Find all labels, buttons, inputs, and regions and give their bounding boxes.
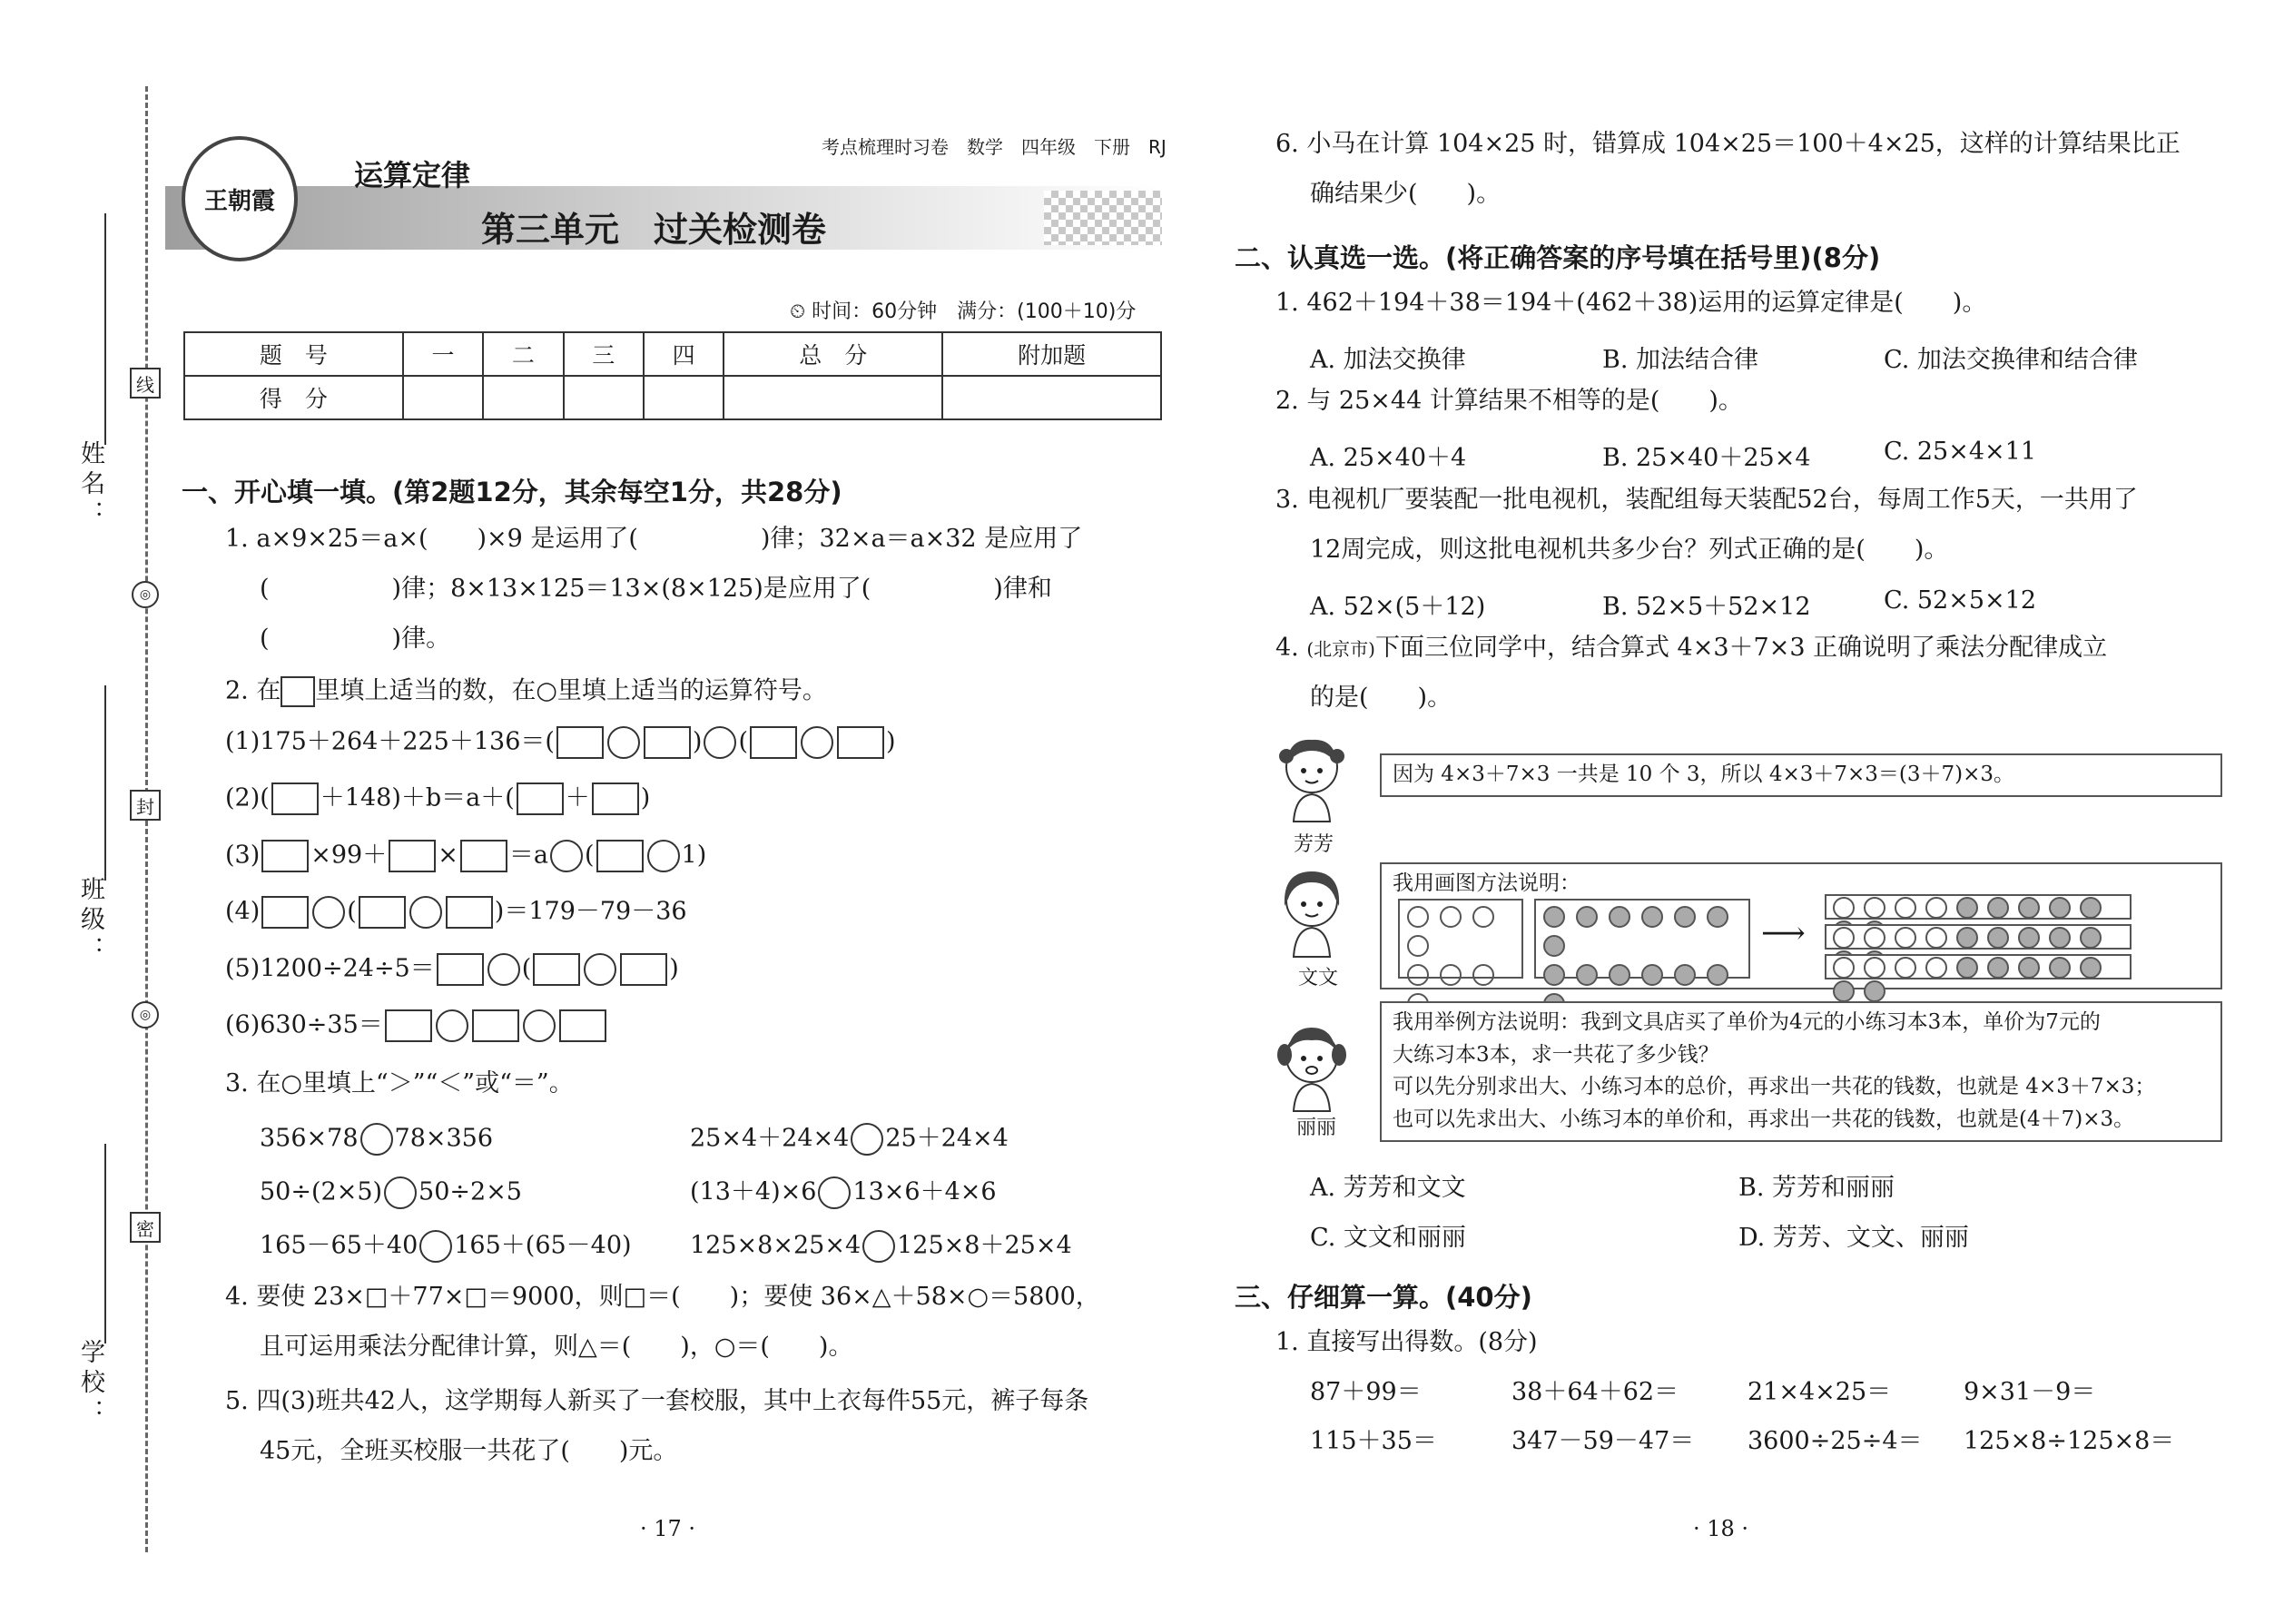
calc-item: 21×4×25＝ [1748, 1378, 1892, 1406]
q6-line-1: 6. 小马在计算 104×25 时，错算成 104×25＝100＋4×25，这样的计算结果比正 [1275, 130, 2181, 158]
answer-box[interactable] [271, 782, 319, 815]
q4-line-2: 且可运用乘法分配律计算，则△＝( )，○＝( )。 [260, 1333, 853, 1361]
s4-option-c[interactable]: C. 文文和丽丽 [1310, 1224, 1466, 1252]
s3-option-a[interactable]: A. 52×(5＋12) [1310, 593, 1486, 621]
q2-5-text: (5)1200÷24÷5＝ [225, 954, 435, 983]
score-table-row [184, 332, 1161, 376]
dot-grid-hollow [1398, 899, 1523, 979]
score-table-cell: 四 [644, 332, 724, 376]
score-table-cell: 附加题 [942, 332, 1161, 376]
q1-line-3: ( )律。 [260, 625, 451, 653]
lili-speech-line: 也可以先求出大、小练习本的单价和，再求出一共花的钱数，也就是(4＋7)×3。 [1393, 1107, 2135, 1131]
answer-box[interactable] [261, 840, 309, 872]
answer-circle[interactable] [487, 953, 520, 986]
compare-3: 50÷(2×5) 50÷2×5 [260, 1176, 522, 1209]
calc-item: 125×8÷125×8＝ [1964, 1427, 2175, 1455]
lili-girl-icon [1275, 1017, 1348, 1112]
calc-item: 115＋35＝ [1310, 1427, 1437, 1455]
school-write-line [104, 1144, 106, 1343]
compare-6: 125×8×25×4 125×8＋25×4 [690, 1230, 1072, 1263]
page-number-right: · 18 · [1693, 1516, 1749, 1541]
class-write-line [104, 685, 106, 881]
dot-row-3 [1825, 954, 2132, 979]
lili-speech [1380, 1001, 2222, 1142]
s1-option-a[interactable]: A. 加法交换律 [1310, 346, 1466, 374]
section-3-heading: 三、仔细算一算。(40分) [1235, 1282, 1532, 1313]
s3-option-c[interactable]: C. 52×5×12 [1884, 586, 2036, 615]
q5-line-1: 5. 四(3)班共42人，这学期每人新买了一套校服，其中上衣每件55元，裤子每条 [225, 1387, 1089, 1415]
time-score-info [790, 296, 1136, 324]
calc-item: 38＋64＋62＝ [1511, 1378, 1679, 1406]
arrow-right-icon: ⟶ [1761, 915, 1806, 951]
calc-item: 3600÷25÷4＝ [1748, 1427, 1923, 1455]
q2-instruction [225, 676, 827, 707]
q4-line-1: 4. 要使 23×□＋77×□＝9000，则□＝( )；要使 36×△＋58×○＝5800， [225, 1283, 1100, 1311]
lili-speech-line: 可以先分别求出大、小练习本的总价，再求出一共花的钱数，也就是 4×3＋7×3； [1393, 1075, 2156, 1099]
section-2-heading: 二、认真选一选。(将正确答案的序号填在括号里)(8分) [1235, 242, 1881, 273]
score-table-row [184, 376, 1161, 419]
q2-4-text: ＝179－79－36 [504, 897, 687, 926]
answer-box[interactable] [556, 726, 604, 759]
compare-2: 25×4＋24×4 25＋24×4 [690, 1123, 1009, 1156]
q2-3-text: (3) [225, 841, 261, 870]
topic-label: 运算定律 [354, 158, 471, 192]
s3-option-b[interactable]: B. 52×5＋52×12 [1602, 593, 1811, 621]
q2-2-text: ＋ [565, 783, 590, 812]
calc-item: 87＋99＝ [1310, 1378, 1422, 1406]
s1-question: 1. 462＋194＋38＝194＋(462＋38)运用的运算定律是( )。 [1275, 289, 1987, 317]
seal-feng: 封 [130, 790, 161, 821]
score-table [183, 331, 1162, 420]
answer-box[interactable] [596, 840, 644, 872]
score-table-cell[interactable] [403, 376, 483, 419]
banner-checker-pattern [1044, 191, 1162, 245]
score-table-cell[interactable] [724, 376, 942, 419]
score-table-cell[interactable] [644, 376, 724, 419]
answer-box[interactable] [437, 953, 484, 986]
q2-3-text: ×99＋ [310, 841, 388, 870]
t1-question: 1. 直接写出得数。(8分) [1275, 1328, 1538, 1356]
answer-box[interactable] [472, 1009, 519, 1042]
s1-option-c[interactable]: C. 加法交换律和结合律 [1884, 346, 2138, 374]
school-label: 学校： [76, 1339, 104, 1429]
score-table-cell: 题 号 [184, 332, 403, 376]
s2-option-c[interactable]: C. 25×4×11 [1884, 438, 2036, 466]
s4-text: 下面三位同学中，结合算式 4×3＋7×3 正确说明了乘法分配律成立 [1374, 634, 2108, 662]
wenwen-speech-text: 我用画图方法说明： [1393, 871, 1580, 895]
answer-box[interactable] [517, 782, 564, 815]
seal-xian: 线 [130, 368, 161, 399]
brand-logo [182, 136, 298, 261]
answer-circle[interactable] [523, 1009, 556, 1042]
square-icon [281, 676, 315, 707]
q2-2-text: (2)( [225, 783, 270, 812]
fangfang-girl-icon [1275, 731, 1348, 826]
answer-circle[interactable] [818, 1176, 851, 1209]
q2-2-text: ＋148)＋b＝a＋( [320, 783, 515, 812]
name-label: 姓名： [76, 440, 104, 530]
answer-box[interactable] [837, 726, 884, 759]
page-number-left: · 17 · [640, 1516, 696, 1541]
binding-hole-icon: ◎ [132, 1001, 159, 1029]
answer-box[interactable] [385, 1009, 432, 1042]
q2-item-5: (5)1200÷24÷5＝ ( ) [225, 953, 679, 986]
answer-circle[interactable] [647, 840, 680, 872]
q2-pre: 2. 在 [225, 676, 281, 705]
dot-row-1 [1825, 894, 2132, 920]
answer-box[interactable] [559, 1009, 606, 1042]
answer-circle[interactable] [550, 840, 583, 872]
dot-grid-filled [1534, 899, 1750, 979]
s1-option-b[interactable]: B. 加法结合律 [1602, 346, 1759, 374]
answer-box[interactable] [592, 782, 639, 815]
q5-line-2: 45元，全班买校服一共花了( )元。 [260, 1437, 678, 1465]
answer-box[interactable] [389, 840, 436, 872]
q1-line-1: 1. a×9×25＝a×( )×9 是运用了( )律；32×a＝a×32 是应用了 [225, 525, 1083, 553]
q3-instruction: 3. 在○里填上“＞”“＜”或“＝”。 [225, 1069, 574, 1097]
compare-1: 356×78 78×356 [260, 1123, 493, 1156]
compare-4: (13＋4)×6 13×6＋4×6 [690, 1176, 997, 1209]
q2-item-3: (3) ×99＋ × ＝a ( 1) [225, 840, 706, 872]
answer-circle[interactable] [584, 953, 616, 986]
answer-circle[interactable] [436, 1009, 468, 1042]
answer-circle[interactable] [419, 1230, 452, 1263]
class-label: 班级： [76, 876, 104, 966]
s2-option-b[interactable]: B. 25×40＋25×4 [1602, 444, 1811, 472]
q2-item-1: (1)175＋264＋225＋136＝( ) ( ) [225, 726, 896, 759]
answer-box[interactable] [533, 953, 580, 986]
answer-circle[interactable] [384, 1176, 417, 1209]
q2-6-text: (6)630÷35＝ [225, 1010, 383, 1039]
q2-item-2: (2)( ＋148)＋b＝a＋( ＋ ) [225, 782, 650, 815]
s3-line-2: 12周完成，则这批电视机共多少台？列式正确的是( )。 [1310, 536, 1949, 564]
logo-text: 王朝霞 [203, 187, 275, 215]
score-table-cell[interactable] [483, 376, 563, 419]
s3-line-1: 3. 电视机厂要装配一批电视机，装配组每天装配52台，每周工作5天，一共用了 [1275, 486, 2138, 514]
score-table-cell[interactable] [564, 376, 644, 419]
wenwen-name: 文文 [1298, 967, 1339, 989]
answer-circle[interactable] [704, 726, 736, 759]
series-line: 考点梳理时习卷 数学 四年级 下册 RJ [822, 136, 1167, 158]
lili-speech-line: 大练习本3本，求一共花了多少钱？ [1393, 1042, 1719, 1067]
q2-item-6 [225, 1009, 608, 1042]
wenwen-girl-icon [1275, 862, 1348, 958]
lili-name: 丽丽 [1296, 1117, 1337, 1139]
q2-3-text: 1) [681, 841, 707, 870]
answer-box[interactable] [620, 953, 667, 986]
q2-post: 里填上适当的数，在○里填上适当的运算符号。 [315, 676, 827, 705]
calc-item: 347－59－47＝ [1511, 1427, 1695, 1455]
q2-4-text: (4) [225, 897, 261, 926]
score-table-cell: 总 分 [724, 332, 942, 376]
score-table-cell: 一 [403, 332, 483, 376]
compare-5: 165－65＋40 165＋(65－40) [260, 1230, 632, 1263]
s2-question: 2. 与 25×44 计算结果不相等的是( )。 [1275, 387, 1743, 415]
s4-option-a[interactable]: A. 芳芳和文文 [1310, 1174, 1466, 1202]
lili-speech-line: 我用举例方法说明：我到文具店买了单价为4元的小练习本3本，单价为7元的 [1393, 1010, 2101, 1034]
answer-circle[interactable] [851, 1123, 883, 1156]
q2-3-text: ＝a [508, 841, 548, 870]
q2-1-text: (1)175＋264＋225＋136＝( [225, 727, 555, 756]
seal-mi: 密 [130, 1212, 161, 1243]
answer-box[interactable] [460, 840, 507, 872]
score-table-cell[interactable] [942, 376, 1161, 419]
binding-hole-icon: ◎ [132, 581, 159, 608]
fangfang-name: 芳芳 [1294, 833, 1334, 856]
answer-box[interactable] [446, 896, 493, 929]
fangfang-speech: 因为 4×3＋7×3 一共是 10 个 3，所以 4×3＋7×3＝(3＋7)×3。 [1380, 753, 2222, 797]
clock-icon: ⏲ [790, 300, 806, 323]
answer-circle[interactable] [607, 726, 640, 759]
dot-row-2 [1825, 924, 2132, 950]
q1-line-2: ( )律；8×13×125＝13×(8×125)是应用了( )律和 [260, 575, 1052, 603]
calc-item: 9×31－9＝ [1964, 1378, 2096, 1406]
q2-3-text: × [438, 841, 458, 870]
s4-option-b[interactable]: B. 芳芳和丽丽 [1738, 1174, 1895, 1202]
answer-circle[interactable] [409, 896, 442, 929]
section-1-heading: 一、开心填一填。(第2题12分，其余每空1分，共28分) [182, 477, 842, 507]
answer-circle[interactable] [312, 896, 345, 929]
answer-circle[interactable] [360, 1123, 393, 1156]
s4-option-d[interactable]: D. 芳芳、文文、丽丽 [1738, 1224, 1969, 1252]
time-score-text: 时间：60分钟 满分：(100＋10)分 [812, 300, 1137, 323]
s4-line-2: 的是( )。 [1310, 684, 1452, 712]
score-table-cell: 二 [483, 332, 563, 376]
name-write-line [104, 213, 106, 445]
answer-circle[interactable] [862, 1230, 895, 1263]
answer-box[interactable] [359, 896, 406, 929]
q6-line-2: 确结果少( )。 [1310, 180, 1501, 208]
q2-item-4: (4) ( )＝179－79－36 [225, 896, 687, 929]
s4-region-tag: (北京市) [1306, 638, 1375, 660]
s4-line-1: 4. (北京市)下面三位同学中，结合算式 4×3＋7×3 正确说明了乘法分配律成立 [1275, 634, 2108, 662]
answer-box[interactable] [644, 726, 691, 759]
page-title: 第三单元 过关检测卷 [481, 210, 827, 250]
s2-option-a[interactable]: A. 25×40＋4 [1310, 444, 1467, 472]
answer-box[interactable] [261, 896, 309, 929]
score-table-cell: 三 [564, 332, 644, 376]
score-table-cell: 得 分 [184, 376, 403, 419]
answer-box[interactable] [750, 726, 797, 759]
answer-circle[interactable] [801, 726, 833, 759]
